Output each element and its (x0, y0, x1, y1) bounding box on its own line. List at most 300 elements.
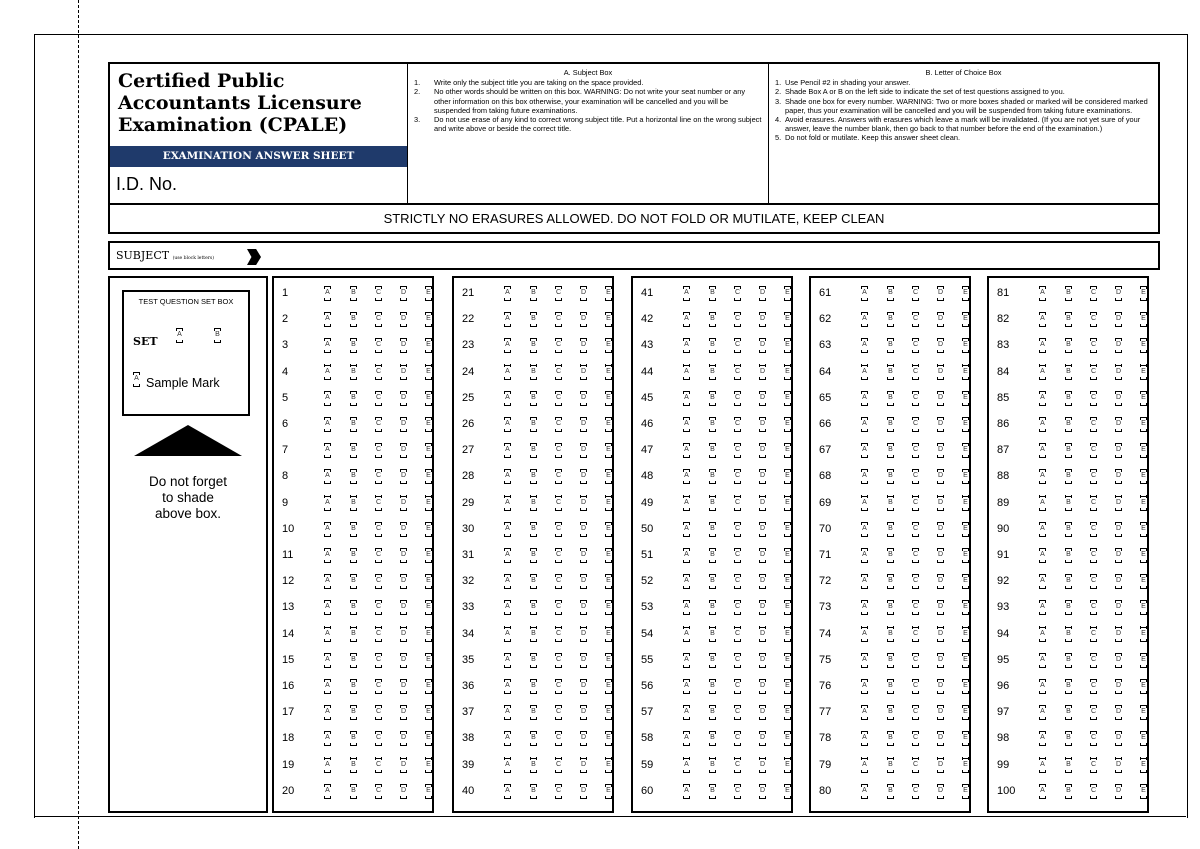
choice-bubble-e[interactable]: E (784, 496, 791, 511)
choice-bubble-d[interactable]: D (759, 417, 766, 432)
choice-bubble-d[interactable]: D (937, 443, 944, 458)
choice-bubble-e[interactable]: E (425, 679, 432, 694)
choice-bubble-d[interactable]: D (580, 469, 587, 484)
choice-bubble-e[interactable]: E (784, 391, 791, 406)
choice-bubble-d[interactable]: D (400, 338, 407, 353)
choice-bubble-c[interactable]: C (1090, 522, 1097, 537)
choice-bubble-b[interactable]: B (350, 600, 357, 615)
choice-bubble-a[interactable]: A (861, 443, 868, 458)
choice-bubble-e[interactable]: E (1140, 286, 1147, 301)
choice-bubble-b[interactable]: B (350, 365, 357, 380)
choice-bubble-a[interactable]: A (324, 496, 331, 511)
choice-bubble-d[interactable]: D (759, 338, 766, 353)
choice-bubble-c[interactable]: C (1090, 286, 1097, 301)
choice-bubble-a[interactable]: A (504, 496, 511, 511)
choice-bubble-d[interactable]: D (759, 365, 766, 380)
choice-bubble-c[interactable]: C (912, 338, 919, 353)
choice-bubble-d[interactable]: D (400, 496, 407, 511)
choice-bubble-a[interactable]: A (324, 705, 331, 720)
choice-bubble-b[interactable]: B (887, 731, 894, 746)
choice-bubble-a[interactable]: A (861, 469, 868, 484)
choice-bubble-c[interactable]: C (734, 627, 741, 642)
choice-bubble-e[interactable]: E (605, 548, 612, 563)
choice-bubble-c[interactable]: C (734, 391, 741, 406)
choice-bubble-b[interactable]: B (530, 705, 537, 720)
choice-bubble-c[interactable]: C (375, 758, 382, 773)
choice-bubble-e[interactable]: E (605, 469, 612, 484)
choice-bubble-c[interactable]: C (375, 522, 382, 537)
choice-bubble-d[interactable]: D (937, 758, 944, 773)
choice-bubble-b[interactable]: B (887, 469, 894, 484)
choice-bubble-b[interactable]: B (887, 338, 894, 353)
choice-bubble-b[interactable]: B (350, 653, 357, 668)
choice-bubble-e[interactable]: E (962, 705, 969, 720)
choice-bubble-a[interactable]: A (861, 758, 868, 773)
choice-bubble-e[interactable]: E (605, 653, 612, 668)
choice-bubble-a[interactable]: A (504, 443, 511, 458)
choice-bubble-c[interactable]: C (555, 496, 562, 511)
choice-bubble-a[interactable]: A (861, 653, 868, 668)
choice-bubble-d[interactable]: D (937, 522, 944, 537)
choice-bubble-a[interactable]: A (861, 731, 868, 746)
choice-bubble-b[interactable]: B (350, 312, 357, 327)
id-number-field[interactable]: I.D. No. (116, 174, 178, 194)
choice-bubble-c[interactable]: C (375, 653, 382, 668)
choice-bubble-a[interactable]: A (504, 731, 511, 746)
choice-bubble-c[interactable]: C (555, 338, 562, 353)
choice-bubble-d[interactable]: D (400, 548, 407, 563)
choice-bubble-e[interactable]: E (425, 522, 432, 537)
choice-bubble-e[interactable]: E (1140, 784, 1147, 799)
choice-bubble-b[interactable]: B (1065, 627, 1072, 642)
choice-bubble-a[interactable]: A (504, 574, 511, 589)
choice-bubble-a[interactable]: A (1039, 679, 1046, 694)
choice-bubble-d[interactable]: D (1115, 653, 1122, 668)
choice-bubble-a[interactable]: A (861, 286, 868, 301)
choice-bubble-e[interactable]: E (784, 653, 791, 668)
choice-bubble-c[interactable]: C (555, 522, 562, 537)
choice-bubble-e[interactable]: E (1140, 731, 1147, 746)
choice-bubble-d[interactable]: D (400, 784, 407, 799)
choice-bubble-a[interactable]: A (683, 574, 690, 589)
choice-bubble-e[interactable]: E (605, 365, 612, 380)
choice-bubble-b[interactable]: B (530, 338, 537, 353)
choice-bubble-d[interactable]: D (400, 391, 407, 406)
choice-bubble-c[interactable]: C (555, 679, 562, 694)
choice-bubble-c[interactable]: C (1090, 443, 1097, 458)
choice-bubble-b[interactable]: B (350, 758, 357, 773)
choice-bubble-e[interactable]: E (962, 469, 969, 484)
choice-bubble-d[interactable]: D (400, 365, 407, 380)
choice-bubble-e[interactable]: E (962, 600, 969, 615)
set-b-bubble[interactable]: B (214, 328, 221, 343)
choice-bubble-c[interactable]: C (375, 496, 382, 511)
choice-bubble-a[interactable]: A (683, 600, 690, 615)
choice-bubble-e[interactable]: E (1140, 600, 1147, 615)
choice-bubble-b[interactable]: B (1065, 338, 1072, 353)
choice-bubble-d[interactable]: D (759, 627, 766, 642)
choice-bubble-a[interactable]: A (861, 496, 868, 511)
choice-bubble-e[interactable]: E (1140, 705, 1147, 720)
choice-bubble-d[interactable]: D (759, 496, 766, 511)
choice-bubble-c[interactable]: C (734, 679, 741, 694)
choice-bubble-e[interactable]: E (1140, 338, 1147, 353)
choice-bubble-c[interactable]: C (912, 496, 919, 511)
choice-bubble-c[interactable]: C (1090, 653, 1097, 668)
choice-bubble-d[interactable]: D (580, 600, 587, 615)
choice-bubble-b[interactable]: B (1065, 391, 1072, 406)
choice-bubble-d[interactable]: D (580, 496, 587, 511)
choice-bubble-d[interactable]: D (759, 548, 766, 563)
choice-bubble-d[interactable]: D (937, 338, 944, 353)
choice-bubble-e[interactable]: E (962, 312, 969, 327)
choice-bubble-b[interactable]: B (887, 443, 894, 458)
set-a-bubble[interactable]: A (176, 328, 183, 343)
choice-bubble-d[interactable]: D (580, 548, 587, 563)
choice-bubble-d[interactable]: D (400, 627, 407, 642)
choice-bubble-a[interactable]: A (683, 391, 690, 406)
choice-bubble-a[interactable]: A (504, 679, 511, 694)
choice-bubble-a[interactable]: A (683, 758, 690, 773)
choice-bubble-a[interactable]: A (683, 365, 690, 380)
choice-bubble-e[interactable]: E (605, 286, 612, 301)
choice-bubble-d[interactable]: D (937, 417, 944, 432)
choice-bubble-c[interactable]: C (375, 443, 382, 458)
choice-bubble-e[interactable]: E (1140, 496, 1147, 511)
choice-bubble-c[interactable]: C (734, 574, 741, 589)
choice-bubble-a[interactable]: A (504, 705, 511, 720)
choice-bubble-c[interactable]: C (1090, 784, 1097, 799)
choice-bubble-b[interactable]: B (887, 417, 894, 432)
choice-bubble-e[interactable]: E (962, 365, 969, 380)
choice-bubble-b[interactable]: B (709, 338, 716, 353)
choice-bubble-e[interactable]: E (784, 522, 791, 537)
choice-bubble-c[interactable]: C (555, 312, 562, 327)
choice-bubble-b[interactable]: B (1065, 443, 1072, 458)
choice-bubble-e[interactable]: E (605, 679, 612, 694)
choice-bubble-b[interactable]: B (709, 548, 716, 563)
choice-bubble-e[interactable]: E (784, 443, 791, 458)
choice-bubble-c[interactable]: C (912, 312, 919, 327)
choice-bubble-d[interactable]: D (1115, 758, 1122, 773)
choice-bubble-d[interactable]: D (400, 653, 407, 668)
choice-bubble-d[interactable]: D (400, 312, 407, 327)
choice-bubble-e[interactable]: E (962, 522, 969, 537)
choice-bubble-a[interactable]: A (683, 443, 690, 458)
choice-bubble-b[interactable]: B (709, 679, 716, 694)
choice-bubble-e[interactable]: E (962, 548, 969, 563)
choice-bubble-a[interactable]: A (504, 312, 511, 327)
choice-bubble-e[interactable]: E (784, 365, 791, 380)
choice-bubble-b[interactable]: B (1065, 574, 1072, 589)
choice-bubble-e[interactable]: E (962, 574, 969, 589)
choice-bubble-d[interactable]: D (1115, 286, 1122, 301)
choice-bubble-c[interactable]: C (375, 391, 382, 406)
choice-bubble-a[interactable]: A (861, 784, 868, 799)
choice-bubble-a[interactable]: A (504, 286, 511, 301)
choice-bubble-b[interactable]: B (709, 391, 716, 406)
choice-bubble-c[interactable]: C (375, 784, 382, 799)
choice-bubble-a[interactable]: A (1039, 784, 1046, 799)
choice-bubble-c[interactable]: C (734, 705, 741, 720)
choice-bubble-c[interactable]: C (912, 653, 919, 668)
choice-bubble-d[interactable]: D (1115, 784, 1122, 799)
choice-bubble-a[interactable]: A (683, 496, 690, 511)
choice-bubble-a[interactable]: A (1039, 469, 1046, 484)
choice-bubble-d[interactable]: D (580, 417, 587, 432)
choice-bubble-a[interactable]: A (324, 391, 331, 406)
choice-bubble-c[interactable]: C (912, 522, 919, 537)
choice-bubble-d[interactable]: D (1115, 312, 1122, 327)
choice-bubble-e[interactable]: E (425, 417, 432, 432)
choice-bubble-b[interactable]: B (887, 312, 894, 327)
choice-bubble-b[interactable]: B (350, 417, 357, 432)
choice-bubble-c[interactable]: C (1090, 365, 1097, 380)
choice-bubble-d[interactable]: D (400, 758, 407, 773)
choice-bubble-d[interactable]: D (400, 731, 407, 746)
choice-bubble-d[interactable]: D (937, 574, 944, 589)
choice-bubble-d[interactable]: D (1115, 365, 1122, 380)
choice-bubble-b[interactable]: B (350, 286, 357, 301)
choice-bubble-d[interactable]: D (1115, 705, 1122, 720)
choice-bubble-d[interactable]: D (400, 600, 407, 615)
choice-bubble-b[interactable]: B (709, 627, 716, 642)
choice-bubble-b[interactable]: B (350, 496, 357, 511)
choice-bubble-d[interactable]: D (1115, 679, 1122, 694)
choice-bubble-a[interactable]: A (504, 758, 511, 773)
choice-bubble-e[interactable]: E (425, 469, 432, 484)
choice-bubble-d[interactable]: D (1115, 338, 1122, 353)
choice-bubble-a[interactable]: A (1039, 548, 1046, 563)
choice-bubble-b[interactable]: B (887, 522, 894, 537)
choice-bubble-b[interactable]: B (530, 574, 537, 589)
choice-bubble-c[interactable]: C (912, 600, 919, 615)
choice-bubble-d[interactable]: D (937, 365, 944, 380)
choice-bubble-b[interactable]: B (1065, 705, 1072, 720)
choice-bubble-c[interactable]: C (375, 469, 382, 484)
choice-bubble-e[interactable]: E (962, 784, 969, 799)
choice-bubble-e[interactable]: E (605, 705, 612, 720)
choice-bubble-c[interactable]: C (555, 286, 562, 301)
choice-bubble-a[interactable]: A (683, 679, 690, 694)
choice-bubble-a[interactable]: A (1039, 627, 1046, 642)
choice-bubble-b[interactable]: B (530, 784, 537, 799)
choice-bubble-b[interactable]: B (350, 627, 357, 642)
choice-bubble-d[interactable]: D (937, 469, 944, 484)
choice-bubble-b[interactable]: B (709, 522, 716, 537)
choice-bubble-d[interactable]: D (1115, 391, 1122, 406)
choice-bubble-d[interactable]: D (759, 731, 766, 746)
choice-bubble-c[interactable]: C (734, 338, 741, 353)
choice-bubble-a[interactable]: A (683, 705, 690, 720)
choice-bubble-d[interactable]: D (937, 679, 944, 694)
choice-bubble-d[interactable]: D (759, 522, 766, 537)
choice-bubble-a[interactable]: A (861, 391, 868, 406)
choice-bubble-c[interactable]: C (555, 731, 562, 746)
choice-bubble-a[interactable]: A (504, 784, 511, 799)
choice-bubble-b[interactable]: B (709, 574, 716, 589)
choice-bubble-e[interactable]: E (425, 600, 432, 615)
choice-bubble-b[interactable]: B (709, 758, 716, 773)
choice-bubble-e[interactable]: E (425, 627, 432, 642)
choice-bubble-a[interactable]: A (504, 365, 511, 380)
choice-bubble-b[interactable]: B (887, 705, 894, 720)
choice-bubble-c[interactable]: C (912, 443, 919, 458)
choice-bubble-b[interactable]: B (530, 653, 537, 668)
choice-bubble-a[interactable]: A (861, 627, 868, 642)
choice-bubble-a[interactable]: A (1039, 600, 1046, 615)
choice-bubble-b[interactable]: B (709, 653, 716, 668)
choice-bubble-a[interactable]: A (1039, 391, 1046, 406)
choice-bubble-d[interactable]: D (759, 391, 766, 406)
choice-bubble-e[interactable]: E (425, 653, 432, 668)
choice-bubble-c[interactable]: C (555, 758, 562, 773)
choice-bubble-e[interactable]: E (784, 469, 791, 484)
choice-bubble-b[interactable]: B (709, 443, 716, 458)
choice-bubble-c[interactable]: C (734, 731, 741, 746)
choice-bubble-c[interactable]: C (555, 600, 562, 615)
choice-bubble-c[interactable]: C (555, 469, 562, 484)
choice-bubble-c[interactable]: C (912, 705, 919, 720)
choice-bubble-a[interactable]: A (861, 548, 868, 563)
choice-bubble-e[interactable]: E (1140, 417, 1147, 432)
choice-bubble-c[interactable]: C (912, 286, 919, 301)
choice-bubble-d[interactable]: D (580, 365, 587, 380)
choice-bubble-a[interactable]: A (324, 627, 331, 642)
choice-bubble-d[interactable]: D (759, 705, 766, 720)
choice-bubble-e[interactable]: E (1140, 312, 1147, 327)
choice-bubble-b[interactable]: B (530, 548, 537, 563)
choice-bubble-c[interactable]: C (375, 365, 382, 380)
choice-bubble-e[interactable]: E (605, 417, 612, 432)
choice-bubble-a[interactable]: A (683, 627, 690, 642)
choice-bubble-e[interactable]: E (425, 365, 432, 380)
choice-bubble-b[interactable]: B (887, 627, 894, 642)
choice-bubble-c[interactable]: C (375, 338, 382, 353)
choice-bubble-e[interactable]: E (784, 548, 791, 563)
choice-bubble-a[interactable]: A (324, 731, 331, 746)
choice-bubble-c[interactable]: C (734, 600, 741, 615)
choice-bubble-a[interactable]: A (324, 758, 331, 773)
choice-bubble-a[interactable]: A (504, 600, 511, 615)
choice-bubble-e[interactable]: E (962, 338, 969, 353)
choice-bubble-d[interactable]: D (400, 522, 407, 537)
choice-bubble-b[interactable]: B (887, 574, 894, 589)
choice-bubble-e[interactable]: E (1140, 574, 1147, 589)
choice-bubble-d[interactable]: D (400, 469, 407, 484)
choice-bubble-d[interactable]: D (580, 731, 587, 746)
choice-bubble-d[interactable]: D (937, 653, 944, 668)
choice-bubble-e[interactable]: E (1140, 758, 1147, 773)
choice-bubble-a[interactable]: A (683, 286, 690, 301)
choice-bubble-a[interactable]: A (861, 600, 868, 615)
choice-bubble-d[interactable]: D (580, 627, 587, 642)
choice-bubble-c[interactable]: C (555, 574, 562, 589)
choice-bubble-b[interactable]: B (709, 417, 716, 432)
choice-bubble-b[interactable]: B (1065, 679, 1072, 694)
choice-bubble-e[interactable]: E (425, 758, 432, 773)
choice-bubble-a[interactable]: A (324, 600, 331, 615)
choice-bubble-b[interactable]: B (1065, 469, 1072, 484)
choice-bubble-e[interactable]: E (425, 338, 432, 353)
choice-bubble-b[interactable]: B (709, 705, 716, 720)
choice-bubble-e[interactable]: E (962, 496, 969, 511)
choice-bubble-d[interactable]: D (580, 312, 587, 327)
choice-bubble-e[interactable]: E (425, 286, 432, 301)
choice-bubble-e[interactable]: E (425, 731, 432, 746)
choice-bubble-a[interactable]: A (1039, 365, 1046, 380)
choice-bubble-c[interactable]: C (912, 469, 919, 484)
choice-bubble-e[interactable]: E (784, 731, 791, 746)
choice-bubble-d[interactable]: D (400, 679, 407, 694)
choice-bubble-b[interactable]: B (350, 679, 357, 694)
choice-bubble-c[interactable]: C (912, 679, 919, 694)
choice-bubble-c[interactable]: C (1090, 627, 1097, 642)
choice-bubble-a[interactable]: A (683, 338, 690, 353)
choice-bubble-b[interactable]: B (1065, 312, 1072, 327)
choice-bubble-d[interactable]: D (937, 731, 944, 746)
choice-bubble-a[interactable]: A (504, 391, 511, 406)
choice-bubble-a[interactable]: A (683, 731, 690, 746)
choice-bubble-c[interactable]: C (734, 443, 741, 458)
choice-bubble-a[interactable]: A (324, 784, 331, 799)
choice-bubble-b[interactable]: B (1065, 417, 1072, 432)
choice-bubble-c[interactable]: C (1090, 496, 1097, 511)
choice-bubble-e[interactable]: E (962, 653, 969, 668)
choice-bubble-d[interactable]: D (759, 653, 766, 668)
choice-bubble-b[interactable]: B (709, 784, 716, 799)
choice-bubble-e[interactable]: E (784, 784, 791, 799)
choice-bubble-e[interactable]: E (962, 391, 969, 406)
choice-bubble-b[interactable]: B (709, 286, 716, 301)
choice-bubble-b[interactable]: B (1065, 548, 1072, 563)
choice-bubble-e[interactable]: E (425, 312, 432, 327)
choice-bubble-c[interactable]: C (734, 312, 741, 327)
choice-bubble-b[interactable]: B (530, 627, 537, 642)
choice-bubble-b[interactable]: B (709, 469, 716, 484)
choice-bubble-e[interactable]: E (605, 574, 612, 589)
choice-bubble-a[interactable]: A (1039, 705, 1046, 720)
choice-bubble-c[interactable]: C (1090, 731, 1097, 746)
choice-bubble-a[interactable]: A (324, 417, 331, 432)
choice-bubble-c[interactable]: C (1090, 469, 1097, 484)
choice-bubble-d[interactable]: D (580, 286, 587, 301)
choice-bubble-c[interactable]: C (912, 731, 919, 746)
choice-bubble-d[interactable]: D (759, 312, 766, 327)
choice-bubble-b[interactable]: B (530, 391, 537, 406)
choice-bubble-d[interactable]: D (400, 705, 407, 720)
choice-bubble-c[interactable]: C (555, 443, 562, 458)
choice-bubble-c[interactable]: C (555, 784, 562, 799)
choice-bubble-e[interactable]: E (425, 443, 432, 458)
choice-bubble-b[interactable]: B (350, 469, 357, 484)
choice-bubble-c[interactable]: C (375, 417, 382, 432)
choice-bubble-e[interactable]: E (605, 784, 612, 799)
choice-bubble-b[interactable]: B (530, 522, 537, 537)
choice-bubble-d[interactable]: D (400, 417, 407, 432)
choice-bubble-a[interactable]: A (324, 522, 331, 537)
choice-bubble-b[interactable]: B (887, 600, 894, 615)
choice-bubble-a[interactable]: A (861, 522, 868, 537)
choice-bubble-c[interactable]: C (1090, 338, 1097, 353)
choice-bubble-c[interactable]: C (375, 731, 382, 746)
choice-bubble-b[interactable]: B (530, 679, 537, 694)
choice-bubble-b[interactable]: B (887, 365, 894, 380)
choice-bubble-e[interactable]: E (962, 286, 969, 301)
choice-bubble-e[interactable]: E (1140, 653, 1147, 668)
choice-bubble-c[interactable]: C (912, 758, 919, 773)
choice-bubble-c[interactable]: C (555, 627, 562, 642)
